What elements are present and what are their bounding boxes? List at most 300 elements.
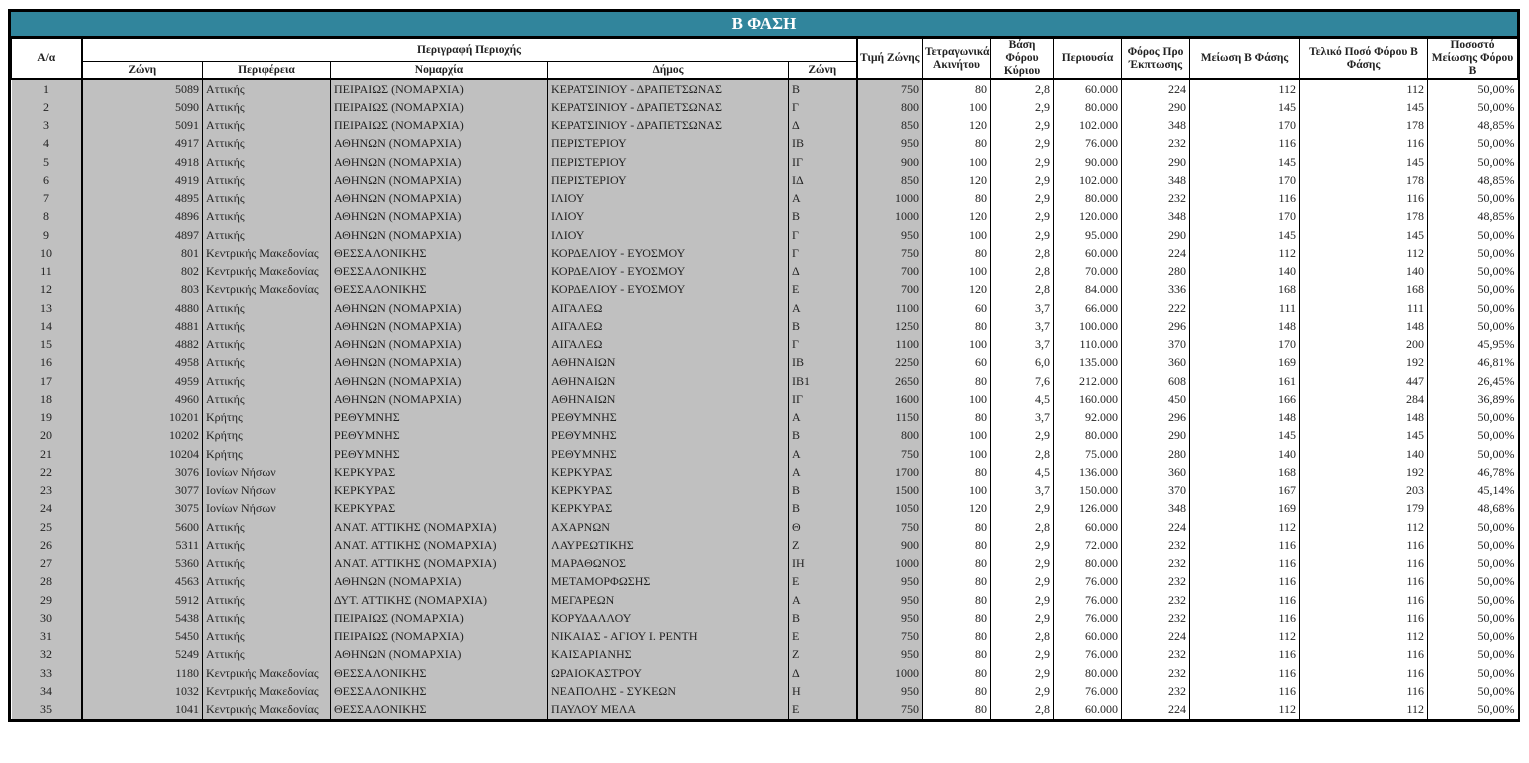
cell-aa[interactable]: 19	[12, 409, 82, 427]
cell-zone[interactable]: 5090	[82, 98, 203, 116]
cell-region[interactable]: Αττικής	[203, 372, 331, 390]
cell-zone-letter[interactable]: Α	[789, 591, 857, 609]
cell-final-tax[interactable]: 447	[1300, 372, 1428, 390]
cell-tax-before[interactable]: 232	[1122, 573, 1190, 591]
cell-aa[interactable]: 30	[12, 609, 82, 627]
cell-zone-price[interactable]: 950	[857, 646, 923, 664]
cell-zone-price[interactable]: 750	[857, 79, 923, 98]
cell-region[interactable]: Αττικής	[203, 518, 331, 536]
cell-property[interactable]: 80.000	[1054, 98, 1122, 116]
cell-zone[interactable]: 5089	[82, 79, 203, 98]
cell-zone-price[interactable]: 950	[857, 609, 923, 627]
cell-property[interactable]: 76.000	[1054, 573, 1122, 591]
cell-reduction[interactable]: 145	[1190, 153, 1300, 171]
cell-region[interactable]: Κεντρικής Μακεδονίας	[203, 281, 331, 299]
cell-tax-before[interactable]: 608	[1122, 372, 1190, 390]
cell-prefecture[interactable]: ΑΘΗΝΩΝ (ΝΟΜΑΡΧΙΑ)	[331, 372, 548, 390]
cell-aa[interactable]: 7	[12, 190, 82, 208]
cell-zone-letter[interactable]: Α	[789, 190, 857, 208]
cell-square-meters[interactable]: 100	[923, 445, 991, 463]
cell-zone-price[interactable]: 900	[857, 536, 923, 554]
cell-aa[interactable]: 16	[12, 354, 82, 372]
cell-prefecture[interactable]: ΑΝΑΤ. ΑΤΤΙΚΗΣ (ΝΟΜΑΡΧΙΑ)	[331, 555, 548, 573]
cell-prefecture[interactable]: ΘΕΣΣΑΛΟΝΙΚΗΣ	[331, 281, 548, 299]
cell-zone[interactable]: 5600	[82, 518, 203, 536]
cell-zone[interactable]: 4960	[82, 390, 203, 408]
cell-base-tax[interactable]: 2,8	[991, 281, 1054, 299]
cell-region[interactable]: Κρήτης	[203, 427, 331, 445]
cell-zone[interactable]: 4895	[82, 190, 203, 208]
cell-tax-before[interactable]: 348	[1122, 117, 1190, 135]
cell-property[interactable]: 70.000	[1054, 263, 1122, 281]
cell-reduction[interactable]: 170	[1190, 208, 1300, 226]
cell-region[interactable]: Αττικής	[203, 609, 331, 627]
cell-square-meters[interactable]: 80	[923, 646, 991, 664]
cell-reduction-pct[interactable]: 50,00%	[1428, 299, 1518, 317]
cell-base-tax[interactable]: 2,8	[991, 445, 1054, 463]
cell-aa[interactable]: 34	[12, 682, 82, 700]
cell-base-tax[interactable]: 2,8	[991, 244, 1054, 262]
cell-reduction-pct[interactable]: 50,00%	[1428, 518, 1518, 536]
cell-aa[interactable]: 23	[12, 482, 82, 500]
cell-reduction[interactable]: 116	[1190, 682, 1300, 700]
cell-square-meters[interactable]: 80	[923, 190, 991, 208]
cell-reduction[interactable]: 112	[1190, 518, 1300, 536]
cell-zone[interactable]: 4896	[82, 208, 203, 226]
cell-tax-before[interactable]: 296	[1122, 317, 1190, 335]
cell-zone-price[interactable]: 700	[857, 263, 923, 281]
cell-aa[interactable]: 12	[12, 281, 82, 299]
cell-region[interactable]: Αττικής	[203, 208, 331, 226]
cell-base-tax[interactable]: 2,8	[991, 628, 1054, 646]
cell-reduction[interactable]: 170	[1190, 336, 1300, 354]
cell-tax-before[interactable]: 290	[1122, 98, 1190, 116]
cell-region[interactable]: Αττικής	[203, 171, 331, 189]
cell-prefecture[interactable]: ΘΕΣΣΑΛΟΝΙΚΗΣ	[331, 263, 548, 281]
cell-final-tax[interactable]: 284	[1300, 390, 1428, 408]
cell-property[interactable]: 75.000	[1054, 445, 1122, 463]
cell-zone-price[interactable]: 900	[857, 153, 923, 171]
cell-property[interactable]: 80.000	[1054, 190, 1122, 208]
cell-zone-price[interactable]: 750	[857, 445, 923, 463]
cell-reduction-pct[interactable]: 50,00%	[1428, 646, 1518, 664]
cell-tax-before[interactable]: 450	[1122, 390, 1190, 408]
cell-prefecture[interactable]: ΑΘΗΝΩΝ (ΝΟΜΑΡΧΙΑ)	[331, 171, 548, 189]
cell-final-tax[interactable]: 116	[1300, 190, 1428, 208]
cell-property[interactable]: 60.000	[1054, 701, 1122, 719]
cell-property[interactable]: 76.000	[1054, 646, 1122, 664]
cell-region[interactable]: Αττικής	[203, 354, 331, 372]
cell-municipality[interactable]: ΜΕΓΑΡΕΩΝ	[548, 591, 789, 609]
cell-aa[interactable]: 35	[12, 701, 82, 719]
cell-square-meters[interactable]: 100	[923, 427, 991, 445]
cell-zone-price[interactable]: 850	[857, 171, 923, 189]
cell-base-tax[interactable]: 2,9	[991, 226, 1054, 244]
cell-reduction-pct[interactable]: 48,85%	[1428, 208, 1518, 226]
cell-municipality[interactable]: ΜΑΡΑΘΩΝΟΣ	[548, 555, 789, 573]
cell-base-tax[interactable]: 4,5	[991, 463, 1054, 481]
cell-zone[interactable]: 5450	[82, 628, 203, 646]
cell-region[interactable]: Αττικής	[203, 299, 331, 317]
cell-zone[interactable]: 4919	[82, 171, 203, 189]
cell-tax-before[interactable]: 348	[1122, 171, 1190, 189]
cell-region[interactable]: Αττικής	[203, 628, 331, 646]
cell-base-tax[interactable]: 2,9	[991, 609, 1054, 627]
cell-reduction-pct[interactable]: 50,00%	[1428, 609, 1518, 627]
cell-region[interactable]: Αττικής	[203, 153, 331, 171]
cell-municipality[interactable]: ΑΧΑΡΝΩΝ	[548, 518, 789, 536]
cell-final-tax[interactable]: 112	[1300, 244, 1428, 262]
cell-reduction[interactable]: 116	[1190, 190, 1300, 208]
cell-zone-price[interactable]: 2650	[857, 372, 923, 390]
cell-zone-letter[interactable]: Β	[789, 208, 857, 226]
cell-final-tax[interactable]: 145	[1300, 153, 1428, 171]
cell-zone[interactable]: 4959	[82, 372, 203, 390]
cell-zone[interactable]: 1032	[82, 682, 203, 700]
cell-tax-before[interactable]: 232	[1122, 682, 1190, 700]
cell-reduction-pct[interactable]: 50,00%	[1428, 701, 1518, 719]
cell-zone-price[interactable]: 2250	[857, 354, 923, 372]
cell-zone[interactable]: 3076	[82, 463, 203, 481]
cell-final-tax[interactable]: 111	[1300, 299, 1428, 317]
cell-prefecture[interactable]: ΑΝΑΤ. ΑΤΤΙΚΗΣ (ΝΟΜΑΡΧΙΑ)	[331, 518, 548, 536]
cell-reduction[interactable]: 145	[1190, 226, 1300, 244]
cell-zone-price[interactable]: 1000	[857, 555, 923, 573]
cell-region[interactable]: Αττικής	[203, 573, 331, 591]
cell-reduction[interactable]: 148	[1190, 317, 1300, 335]
cell-reduction[interactable]: 161	[1190, 372, 1300, 390]
cell-base-tax[interactable]: 3,7	[991, 299, 1054, 317]
cell-square-meters[interactable]: 80	[923, 244, 991, 262]
cell-square-meters[interactable]: 80	[923, 555, 991, 573]
cell-prefecture[interactable]: ΠΕΙΡΑΙΩΣ (ΝΟΜΑΡΧΙΑ)	[331, 628, 548, 646]
cell-region[interactable]: Ιονίων Νήσων	[203, 482, 331, 500]
cell-square-meters[interactable]: 100	[923, 482, 991, 500]
cell-zone-price[interactable]: 1100	[857, 299, 923, 317]
cell-reduction-pct[interactable]: 46,81%	[1428, 354, 1518, 372]
cell-municipality[interactable]: ΠΑΥΛΟΥ ΜΕΛΑ	[548, 701, 789, 719]
cell-zone-price[interactable]: 1100	[857, 336, 923, 354]
cell-zone-letter[interactable]: ΙΒ1	[789, 372, 857, 390]
cell-zone-letter[interactable]: Α	[789, 463, 857, 481]
cell-tax-before[interactable]: 224	[1122, 79, 1190, 98]
cell-reduction[interactable]: 112	[1190, 244, 1300, 262]
cell-prefecture[interactable]: ΑΘΗΝΩΝ (ΝΟΜΑΡΧΙΑ)	[331, 573, 548, 591]
cell-prefecture[interactable]: ΑΘΗΝΩΝ (ΝΟΜΑΡΧΙΑ)	[331, 390, 548, 408]
cell-base-tax[interactable]: 2,8	[991, 518, 1054, 536]
cell-prefecture[interactable]: ΘΕΣΣΑΛΟΝΙΚΗΣ	[331, 682, 548, 700]
cell-final-tax[interactable]: 116	[1300, 573, 1428, 591]
cell-tax-before[interactable]: 232	[1122, 646, 1190, 664]
cell-final-tax[interactable]: 179	[1300, 500, 1428, 518]
cell-tax-before[interactable]: 348	[1122, 500, 1190, 518]
cell-zone-letter[interactable]: Δ	[789, 664, 857, 682]
cell-aa[interactable]: 20	[12, 427, 82, 445]
cell-zone-letter[interactable]: Δ	[789, 117, 857, 135]
cell-reduction[interactable]: 116	[1190, 609, 1300, 627]
cell-square-meters[interactable]: 120	[923, 208, 991, 226]
cell-region[interactable]: Αττικής	[203, 336, 331, 354]
cell-zone[interactable]: 5912	[82, 591, 203, 609]
cell-region[interactable]: Αττικής	[203, 317, 331, 335]
cell-reduction[interactable]: 116	[1190, 135, 1300, 153]
cell-aa[interactable]: 26	[12, 536, 82, 554]
cell-final-tax[interactable]: 192	[1300, 354, 1428, 372]
cell-base-tax[interactable]: 3,7	[991, 336, 1054, 354]
cell-zone-letter[interactable]: ΙΒ	[789, 354, 857, 372]
cell-tax-before[interactable]: 232	[1122, 555, 1190, 573]
cell-municipality[interactable]: ΚΕΡΑΤΣΙΝΙΟΥ - ΔΡΑΠΕΤΣΩΝΑΣ	[548, 79, 789, 98]
cell-tax-before[interactable]: 370	[1122, 482, 1190, 500]
cell-zone-price[interactable]: 1600	[857, 390, 923, 408]
cell-tax-before[interactable]: 224	[1122, 628, 1190, 646]
cell-square-meters[interactable]: 100	[923, 153, 991, 171]
cell-property[interactable]: 80.000	[1054, 664, 1122, 682]
cell-zone-letter[interactable]: Β	[789, 427, 857, 445]
cell-final-tax[interactable]: 145	[1300, 98, 1428, 116]
cell-reduction-pct[interactable]: 50,00%	[1428, 536, 1518, 554]
cell-zone[interactable]: 4882	[82, 336, 203, 354]
cell-reduction[interactable]: 116	[1190, 573, 1300, 591]
cell-tax-before[interactable]: 336	[1122, 281, 1190, 299]
cell-tax-before[interactable]: 370	[1122, 336, 1190, 354]
cell-base-tax[interactable]: 2,9	[991, 555, 1054, 573]
cell-base-tax[interactable]: 2,9	[991, 573, 1054, 591]
cell-reduction[interactable]: 169	[1190, 500, 1300, 518]
cell-base-tax[interactable]: 2,9	[991, 536, 1054, 554]
cell-municipality[interactable]: ΙΛΙΟΥ	[548, 226, 789, 244]
cell-property[interactable]: 80.000	[1054, 555, 1122, 573]
cell-tax-before[interactable]: 232	[1122, 664, 1190, 682]
cell-aa[interactable]: 2	[12, 98, 82, 116]
cell-reduction-pct[interactable]: 50,00%	[1428, 628, 1518, 646]
cell-municipality[interactable]: ΚΟΡΔΕΛΙΟΥ - ΕΥΟΣΜΟΥ	[548, 281, 789, 299]
cell-property[interactable]: 60.000	[1054, 79, 1122, 98]
cell-square-meters[interactable]: 80	[923, 135, 991, 153]
cell-square-meters[interactable]: 80	[923, 682, 991, 700]
cell-tax-before[interactable]: 224	[1122, 701, 1190, 719]
cell-municipality[interactable]: ΑΙΓΑΛΕΩ	[548, 336, 789, 354]
cell-square-meters[interactable]: 120	[923, 117, 991, 135]
cell-zone-price[interactable]: 800	[857, 98, 923, 116]
cell-base-tax[interactable]: 2,9	[991, 208, 1054, 226]
cell-property[interactable]: 76.000	[1054, 591, 1122, 609]
cell-prefecture[interactable]: ΠΕΙΡΑΙΩΣ (ΝΟΜΑΡΧΙΑ)	[331, 117, 548, 135]
cell-reduction[interactable]: 145	[1190, 427, 1300, 445]
cell-zone[interactable]: 4563	[82, 573, 203, 591]
cell-reduction-pct[interactable]: 50,00%	[1428, 226, 1518, 244]
cell-square-meters[interactable]: 80	[923, 372, 991, 390]
cell-aa[interactable]: 10	[12, 244, 82, 262]
cell-reduction[interactable]: 140	[1190, 263, 1300, 281]
cell-region[interactable]: Ιονίων Νήσων	[203, 500, 331, 518]
cell-region[interactable]: Αττικής	[203, 390, 331, 408]
cell-square-meters[interactable]: 80	[923, 536, 991, 554]
cell-base-tax[interactable]: 2,9	[991, 135, 1054, 153]
cell-final-tax[interactable]: 116	[1300, 646, 1428, 664]
cell-property[interactable]: 102.000	[1054, 117, 1122, 135]
cell-zone[interactable]: 5311	[82, 536, 203, 554]
cell-zone-letter[interactable]: ΙΓ	[789, 390, 857, 408]
cell-zone-letter[interactable]: Γ	[789, 226, 857, 244]
cell-base-tax[interactable]: 2,9	[991, 153, 1054, 171]
cell-zone[interactable]: 4897	[82, 226, 203, 244]
cell-zone[interactable]: 4881	[82, 317, 203, 335]
cell-municipality[interactable]: ΑΘΗΝΑΙΩΝ	[548, 372, 789, 390]
cell-property[interactable]: 72.000	[1054, 536, 1122, 554]
cell-final-tax[interactable]: 148	[1300, 409, 1428, 427]
cell-zone-price[interactable]: 950	[857, 226, 923, 244]
cell-square-meters[interactable]: 80	[923, 701, 991, 719]
cell-property[interactable]: 150.000	[1054, 482, 1122, 500]
cell-tax-before[interactable]: 232	[1122, 536, 1190, 554]
cell-base-tax[interactable]: 2,8	[991, 79, 1054, 98]
cell-tax-before[interactable]: 360	[1122, 354, 1190, 372]
cell-aa[interactable]: 1	[12, 79, 82, 98]
cell-prefecture[interactable]: ΠΕΙΡΑΙΩΣ (ΝΟΜΑΡΧΙΑ)	[331, 79, 548, 98]
cell-final-tax[interactable]: 148	[1300, 317, 1428, 335]
cell-aa[interactable]: 13	[12, 299, 82, 317]
cell-zone-price[interactable]: 750	[857, 701, 923, 719]
cell-property[interactable]: 160.000	[1054, 390, 1122, 408]
cell-zone[interactable]: 802	[82, 263, 203, 281]
cell-zone-letter[interactable]: Α	[789, 299, 857, 317]
cell-zone-price[interactable]: 1050	[857, 500, 923, 518]
cell-final-tax[interactable]: 168	[1300, 281, 1428, 299]
cell-reduction-pct[interactable]: 48,68%	[1428, 500, 1518, 518]
cell-municipality[interactable]: ΑΙΓΑΛΕΩ	[548, 317, 789, 335]
cell-aa[interactable]: 3	[12, 117, 82, 135]
cell-municipality[interactable]: ΠΕΡΙΣΤΕΡΙΟΥ	[548, 171, 789, 189]
cell-base-tax[interactable]: 2,9	[991, 427, 1054, 445]
cell-zone[interactable]: 4918	[82, 153, 203, 171]
cell-reduction[interactable]: 170	[1190, 171, 1300, 189]
cell-prefecture[interactable]: ΑΘΗΝΩΝ (ΝΟΜΑΡΧΙΑ)	[331, 299, 548, 317]
cell-final-tax[interactable]: 116	[1300, 135, 1428, 153]
cell-final-tax[interactable]: 178	[1300, 208, 1428, 226]
cell-municipality[interactable]: ΑΘΗΝΑΙΩΝ	[548, 390, 789, 408]
cell-square-meters[interactable]: 100	[923, 98, 991, 116]
cell-reduction[interactable]: 169	[1190, 354, 1300, 372]
cell-square-meters[interactable]: 80	[923, 591, 991, 609]
cell-zone-letter[interactable]: Γ	[789, 244, 857, 262]
cell-base-tax[interactable]: 2,9	[991, 117, 1054, 135]
cell-region[interactable]: Κεντρικής Μακεδονίας	[203, 244, 331, 262]
cell-prefecture[interactable]: ΠΕΙΡΑΙΩΣ (ΝΟΜΑΡΧΙΑ)	[331, 609, 548, 627]
cell-base-tax[interactable]: 2,9	[991, 190, 1054, 208]
cell-zone-letter[interactable]: Ε	[789, 573, 857, 591]
cell-zone-price[interactable]: 950	[857, 591, 923, 609]
cell-prefecture[interactable]: ΑΘΗΝΩΝ (ΝΟΜΑΡΧΙΑ)	[331, 135, 548, 153]
cell-zone-price[interactable]: 1150	[857, 409, 923, 427]
cell-zone-letter[interactable]: Θ	[789, 518, 857, 536]
cell-reduction[interactable]: 111	[1190, 299, 1300, 317]
cell-zone-letter[interactable]: Ε	[789, 281, 857, 299]
cell-tax-before[interactable]: 360	[1122, 463, 1190, 481]
cell-final-tax[interactable]: 192	[1300, 463, 1428, 481]
cell-final-tax[interactable]: 116	[1300, 555, 1428, 573]
cell-zone[interactable]: 801	[82, 244, 203, 262]
cell-prefecture[interactable]: ΡΕΘΥΜΝΗΣ	[331, 427, 548, 445]
cell-base-tax[interactable]: 4,5	[991, 390, 1054, 408]
cell-municipality[interactable]: ΡΕΘΥΜΝΗΣ	[548, 409, 789, 427]
cell-region[interactable]: Αττικής	[203, 117, 331, 135]
cell-region[interactable]: Αττικής	[203, 555, 331, 573]
cell-property[interactable]: 92.000	[1054, 409, 1122, 427]
cell-zone-price[interactable]: 1500	[857, 482, 923, 500]
cell-tax-before[interactable]: 224	[1122, 244, 1190, 262]
cell-aa[interactable]: 14	[12, 317, 82, 335]
cell-aa[interactable]: 17	[12, 372, 82, 390]
cell-reduction[interactable]: 148	[1190, 409, 1300, 427]
cell-property[interactable]: 95.000	[1054, 226, 1122, 244]
cell-square-meters[interactable]: 100	[923, 263, 991, 281]
cell-reduction-pct[interactable]: 26,45%	[1428, 372, 1518, 390]
cell-zone-price[interactable]: 750	[857, 628, 923, 646]
cell-zone[interactable]: 1180	[82, 664, 203, 682]
cell-reduction-pct[interactable]: 48,85%	[1428, 171, 1518, 189]
cell-prefecture[interactable]: ΑΘΗΝΩΝ (ΝΟΜΑΡΧΙΑ)	[331, 208, 548, 226]
cell-reduction[interactable]: 168	[1190, 281, 1300, 299]
cell-zone-price[interactable]: 1000	[857, 190, 923, 208]
cell-zone-price[interactable]: 1000	[857, 664, 923, 682]
cell-reduction[interactable]: 140	[1190, 445, 1300, 463]
cell-reduction-pct[interactable]: 50,00%	[1428, 555, 1518, 573]
cell-region[interactable]: Αττικής	[203, 536, 331, 554]
cell-square-meters[interactable]: 80	[923, 664, 991, 682]
cell-zone[interactable]: 5360	[82, 555, 203, 573]
cell-square-meters[interactable]: 80	[923, 609, 991, 627]
cell-property[interactable]: 102.000	[1054, 171, 1122, 189]
cell-reduction-pct[interactable]: 50,00%	[1428, 445, 1518, 463]
cell-reduction[interactable]: 167	[1190, 482, 1300, 500]
cell-zone[interactable]: 3077	[82, 482, 203, 500]
cell-zone-price[interactable]: 1700	[857, 463, 923, 481]
cell-property[interactable]: 84.000	[1054, 281, 1122, 299]
cell-region[interactable]: Αττικής	[203, 646, 331, 664]
cell-region[interactable]: Κεντρικής Μακεδονίας	[203, 682, 331, 700]
cell-aa[interactable]: 33	[12, 664, 82, 682]
cell-prefecture[interactable]: ΔΥΤ. ΑΤΤΙΚΗΣ (ΝΟΜΑΡΧΙΑ)	[331, 591, 548, 609]
cell-region[interactable]: Αττικής	[203, 135, 331, 153]
cell-reduction-pct[interactable]: 50,00%	[1428, 79, 1518, 98]
cell-aa[interactable]: 4	[12, 135, 82, 153]
cell-municipality[interactable]: ΚΕΡΚΥΡΑΣ	[548, 500, 789, 518]
cell-zone-letter[interactable]: ΙΒ	[789, 135, 857, 153]
cell-property[interactable]: 120.000	[1054, 208, 1122, 226]
cell-region[interactable]: Κεντρικής Μακεδονίας	[203, 664, 331, 682]
cell-base-tax[interactable]: 6,0	[991, 354, 1054, 372]
cell-region[interactable]: Κρήτης	[203, 445, 331, 463]
cell-reduction-pct[interactable]: 50,00%	[1428, 281, 1518, 299]
cell-base-tax[interactable]: 3,7	[991, 409, 1054, 427]
cell-aa[interactable]: 25	[12, 518, 82, 536]
cell-reduction-pct[interactable]: 45,95%	[1428, 336, 1518, 354]
cell-zone-price[interactable]: 850	[857, 117, 923, 135]
cell-zone-letter[interactable]: ΙΔ	[789, 171, 857, 189]
cell-base-tax[interactable]: 2,9	[991, 591, 1054, 609]
cell-aa[interactable]: 28	[12, 573, 82, 591]
cell-square-meters[interactable]: 60	[923, 354, 991, 372]
cell-reduction-pct[interactable]: 50,00%	[1428, 573, 1518, 591]
cell-final-tax[interactable]: 116	[1300, 591, 1428, 609]
cell-property[interactable]: 60.000	[1054, 518, 1122, 536]
cell-base-tax[interactable]: 2,9	[991, 500, 1054, 518]
cell-square-meters[interactable]: 80	[923, 409, 991, 427]
cell-municipality[interactable]: ΚΕΡΚΥΡΑΣ	[548, 463, 789, 481]
cell-final-tax[interactable]: 116	[1300, 682, 1428, 700]
cell-property[interactable]: 136.000	[1054, 463, 1122, 481]
